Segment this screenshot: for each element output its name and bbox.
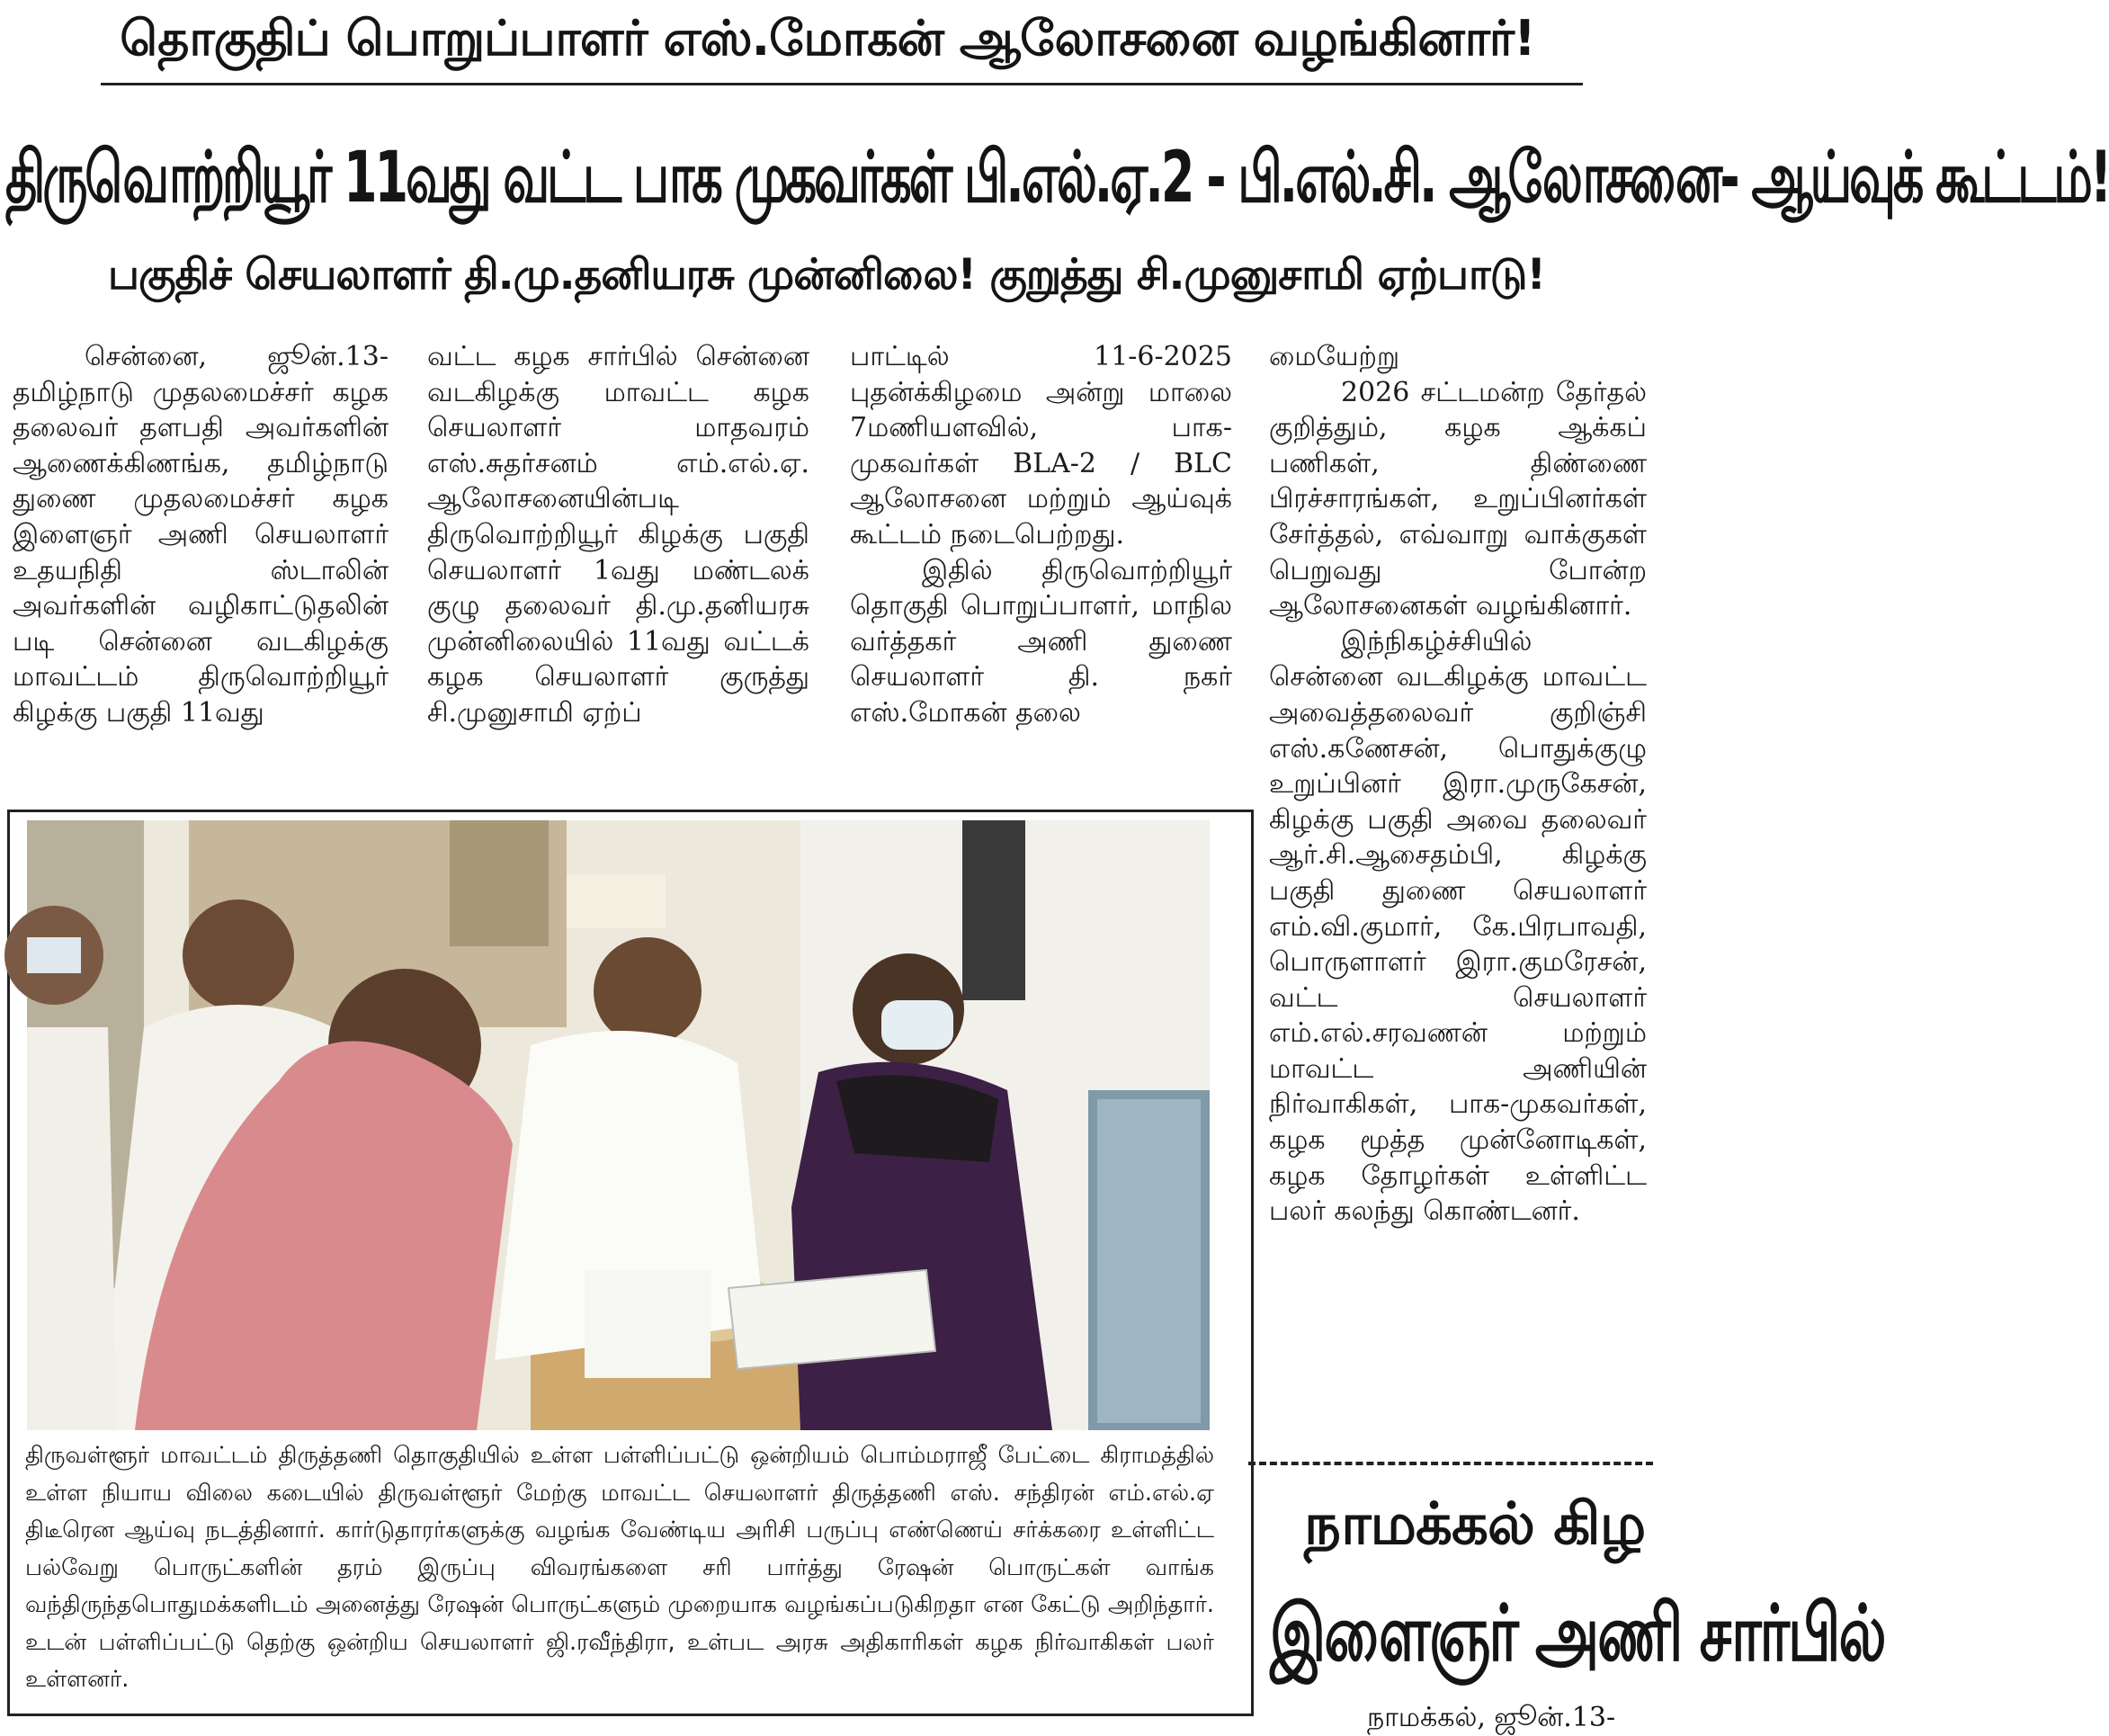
article-paragraph: வட்ட கழக சார்பில் சென்னை வடகிழக்கு மாவட்ட கழக செயலாளர் மாதவரம் எஸ்.சுதர்சனம் எம்.எல்.ஏ. ஆலோசனையின்படி திருவொற்றியூர் கிழக்கு பகுதி செயலாளர் 1வது மண்டலக் குழு தலைவர் தி.மு.தனியரசு முன்னிலையில் 11வது வட்டக் கழக செயலாளர் குருத்து சி.முனுசாமி ஏற்ப் [427,341,809,729]
article-paragraph: இதில் திருவொற்றியூர் தொகுதி பொறுப்பாளர், மாநில வர்த்தகர் அணி துணை செயலாளர் தி. நகர் எஸ்.மோகன் தலை [850,554,1232,729]
kicker-underline [101,83,1583,85]
sub-headline: பகுதிச் செயலாளர் தி.மு.தனியரசு முன்னிலை! குறுத்து சி.முனுசாமி ஏற்பாடு! [108,250,1545,300]
article-paragraph: 2026 சட்டமன்ற தேர்தல் குறித்தும், கழக ஆக்கப் பணிகள், திண்ணை பிரச்சாரங்கள், உறுப்பினர்கள் சேர்த்தல், எவ்வாறு வாக்குகள் பெறுவது போன்ற ஆலோசனைகள் வழங்கினார். [1269,376,1647,622]
photo-illustration [27,820,1210,1430]
next-story-heading-line-2: இளைஞர் அணி சார்பில் [1270,1589,1885,1679]
article-paragraph: இந்நிகழ்ச்சியில் சென்னை வடகிழக்கு மாவட்ட அவைத்தலைவர் குறிஞ்சி எஸ்.கணேசன், பொதுக்குழு உறுப்பினர் இரா.முருகேசன், கிழக்கு பகுதி அவை தலைவர் ஆர்.சி.ஆசைதம்பி, கிழக்கு பகுதி துணை செயலாளர் எம்.வி.குமார், கே.பிரபாவதி, பொருளாளர் இரா.குமரேசன், வட்ட செயலாளர் எம்.எல்.சரவணன் மற்றும் மாவட்ட அணியின் நிர்வாகிகள், பாக-முகவர்கள், கழக மூத்த முன்னோடிகள், கழக தோழர்கள் உள்ளிட்ட பலர் கலந்து கொண்டனர். [1269,625,1647,1228]
next-story-dateline: நாமக்கல், ஜூன்.13- [1367,1702,1616,1733]
article-column-2 [427,339,809,789]
kicker-headline: தொகுதிப் பொறுப்பாளர் எஸ்.மோகன் ஆலோசனை வழங்கினார்! [120,10,1535,67]
photo-caption: திருவள்ளூர் மாவட்டம் திருத்தணி தொகுதியில் உள்ள பள்ளிப்பட்டு ஒன்றியம் பொம்மராஜீ பேட்டை கிராமத்தில் உள்ள நியாய விலை கடையில் திருவள்ளூர் மேற்கு மாவட்ட செயலாளர் திருத்தணி எஸ். சந்திரன் எம்.எல்.ஏ திடீரென ஆய்வு நடத்தினார். கார்டுதாரர்களுக்கு வழங்க வேண்டிய அரிசி பருப்பு எண்ணெய் சர்க்கரை உள்ளிட்ட பல்வேறு பொருட்களின் தரம் இருப்பு விவரங்களை சரி பார்த்து ரேஷன் பொருட்கள் வாங்க வந்திருந்தபொதுமக்களிடம் அனைத்து ரேஷன் பொருட்களும் முறையாக வழங்கப்படுகிறதா என கேட்டு அறிந்தார். உடன் பள்ளிப்பட்டு தெற்கு ஒன்றிய செயலாளர் ஜி.ரவீந்திரா, உள்பட அரசு அதிகாரிகள் கழக நிர்வாகிகள் பலர் உள்ளனர். [25,1442,1214,1693]
article-column-4 [1269,339,1647,1451]
section-divider [1248,1462,1653,1465]
article-paragraph: சென்னை, ஜூன்.13- தமிழ்நாடு முதலமைச்சர் கழக தலைவர் தளபதி அவர்களின் ஆணைக்கிணங்க, தமிழ்நாடு துணை முதலமைச்சர் கழக இளைஞர் அணி செயலாளர் உதயநிதி ஸ்டாலின் அவர்களின் வழிகாட்டுதலின் படி சென்னை வடகிழக்கு மாவட்டம் திருவொற்றியூர் கிழக்கு பகுதி 11வது [13,341,389,729]
main-headline: திருவொற்றியூர் 11வது வட்ட பாக முகவர்கள் பி.எல்.ஏ.2 - பி.எல்.சி. ஆலோசனை- ஆய்வுக் கூட்டம்! [5,136,2109,219]
news-photo [27,820,1210,1430]
article-paragraph: மையேற்று [1269,341,1400,372]
article-column-3 [850,339,1232,789]
next-story-heading-line-1: நாமக்கல் கிழ [1304,1491,1646,1558]
article-column-1 [13,339,389,789]
article-paragraph: பாட்டில் 11-6-2025 புதன்க்கிழமை அன்று மாலை 7மணியளவில், பாக-முகவர்கள் BLA-2 / BLC ஆலோசனை மற்றும் ஆய்வுக் கூட்டம் நடைபெற்றது. [850,341,1232,550]
